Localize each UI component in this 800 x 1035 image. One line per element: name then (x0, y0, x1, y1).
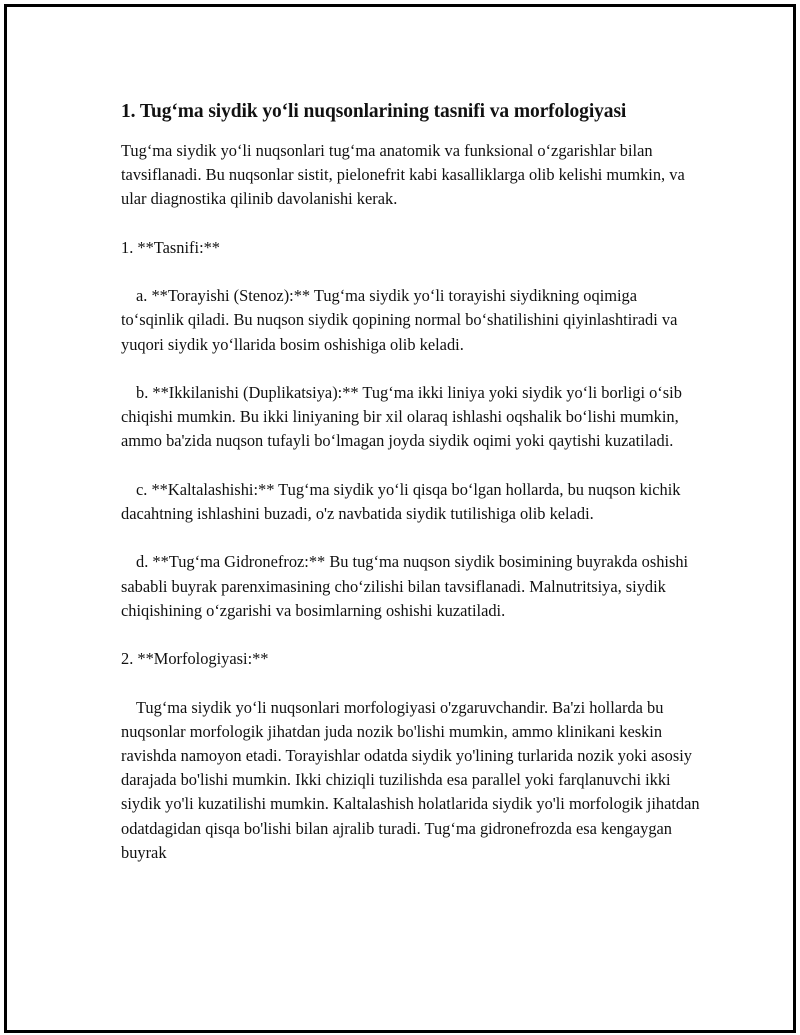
list-item-shortening: c. **Kaltalashishi:** Tug‘ma siydik yo‘li qisqa bo‘lgan hollarda, bu nuqson kichik dacahtning ishlashini buzadi, o'z navbatida siydik tutilishiga olib keladi. (121, 479, 681, 523)
paragraph-gap (121, 357, 701, 381)
section-heading-classification: 1. **Tasnifi:** (121, 237, 221, 257)
paragraph-gap (121, 212, 701, 236)
paragraph-gap (121, 671, 701, 695)
paragraph-gap (121, 454, 701, 478)
paragraph-gap (121, 623, 701, 647)
page-frame (4, 4, 796, 1033)
paragraph-gap (121, 260, 701, 284)
section-heading-morphology: 2. **Morfologiyasi:** (121, 649, 269, 669)
intro-paragraph: Tug‘ma siydik yo‘li nuqsonlari tug‘ma anatomik va funksional o‘zgarishlar bilan tavsiflanadi. Bu nuqsonlar sistit, pielonefrit kabi kasalliklarga olib kelishi mumkin, va ular diagnostika qilinib davolanishi kerak. (121, 141, 685, 209)
list-item-stenosis: a. **Torayishi (Stenoz):** Tug‘ma siydik yo‘li torayishi siydikning oqimiga to‘sqinlik qiladi. Bu nuqson siydik qopining normal bo‘shatilishini qiyinlashtiradi va yuqori siydik yo‘llarida bosim oshishiga olib keladi. (121, 286, 678, 354)
list-item-duplication: b. **Ikkilanishi (Duplikatsiya):** Tug‘ma ikki liniya yoki siydik yo‘li borligi o‘sib chiqishi mumkin. Bu ikki liniyaning bir xil olaraq ishlashi oqshalik bo‘lishi mumkin, ammo ba'zida nuqson tufayli bo‘lmagan joyda siydik oqimi yoki qaytishi kuzatiladi. (121, 382, 682, 451)
document-body (121, 99, 701, 865)
morphology-paragraph: Tug‘ma siydik yo‘li nuqsonlari morfologiyasi o'zgaruvchandir. Ba'zi hollarda bu nuqsonlar morfologik jihatdan juda nozik bo'lishi mumkin, ammo klinikani keskin ravishda namoyon etadi. Torayishlar odatda siydik yo'lining turlarida nozik yoki asosiy darajada bo'lishi mumkin. Ikki chiziqli tuzilishda esa parallel yoki farqlanuvchi ikki siydik yo'li kuzatilishi mumkin. Kaltalashish holatlarida siydik yo'li morfologik jihatdan odatdagidan qisqa bo'lishi bilan ajralib turadi. Tug‘ma gidronefrozda esa kengaygan buyrak (121, 697, 700, 862)
document-title: 1. Tug‘ma siydik yo‘li nuqsonlarining tasnifi va morfologiyasi (121, 101, 627, 122)
list-item-hydronephrosis: d. **Tug‘ma Gidronefroz:** Bu tug‘ma nuqson siydik bosimining buyrakda oshishi sababli buyrak parenximasining cho‘zilishi bilan tavsiflanadi. Malnutritsiya, siydik chiqishining o‘zgarishi va bosimlarning oshishi kuzatiladi. (121, 552, 689, 620)
paragraph-gap (121, 526, 701, 550)
